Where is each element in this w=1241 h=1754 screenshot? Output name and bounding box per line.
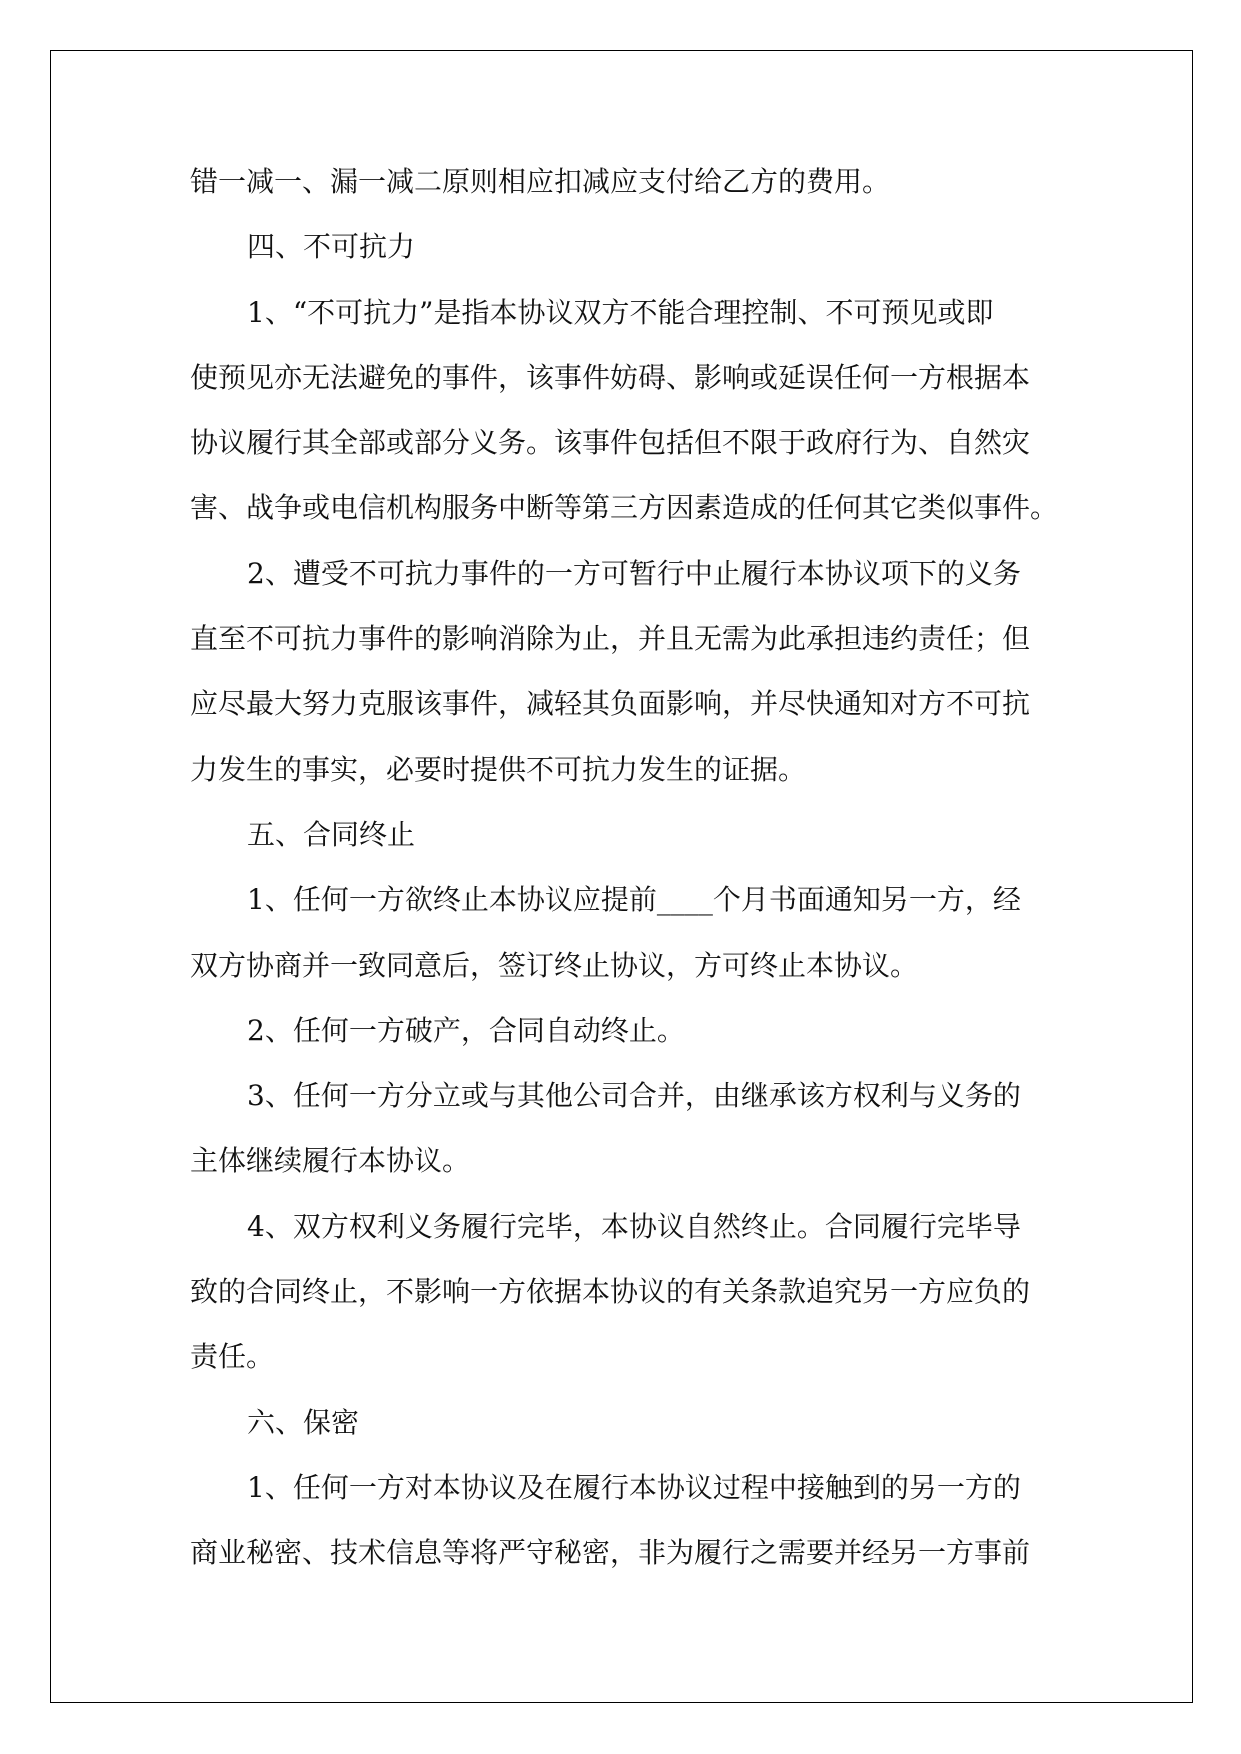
text-line: 4、双方权利义务履行完毕，本协议自然终止。合同履行完毕导 [247,1209,1021,1243]
text-line: 力发生的事实，必要时提供不可抗力发生的证据。 [190,752,807,786]
text-line: 直至不可抗力事件的影响消除为止，并且无需为此承担违约责任；但 [190,622,1031,656]
text-line: 商业秘密、技术信息等将严守秘密，非为履行之需要并经另一方事前 [190,1536,1031,1570]
document-body [190,155,1060,1592]
text-line: 2、任何一方破产，合同自动终止。 [247,1013,685,1047]
text-line: 应尽最大努力克服该事件，减轻其负面影响，并尽快通知对方不可抗 [190,687,1031,721]
text-line: 2、遭受不可抗力事件的一方可暂行中止履行本协议项下的义务 [247,556,1021,590]
text-line: 错一减一、漏一减二原则相应扣减应支付给乙方的费用。 [190,165,891,198]
text-line: 1、任何一方对本协议及在履行本协议过程中接触到的另一方的 [247,1470,1021,1504]
text-line: 1、“不可抗力”是指本协议双方不能合理控制、不可预见或即 [247,295,994,329]
text-line: 双方协商并一致同意后，签订终止协议，方可终止本协议。 [190,948,919,982]
text-line: 1、任何一方欲终止本协议应提前____个月书面通知另一方，经 [247,883,1021,917]
text-line: 责任。 [190,1340,275,1374]
section-heading-force-majeure: 四、不可抗力 [247,230,416,264]
text-line: 害、战争或电信机构服务中断等第三方因素造成的任何其它类似事件。 [190,491,1059,525]
section-heading-contract-termination: 五、合同终止 [247,817,416,851]
text-line: 协议履行其全部或部分义务。该事件包括但不限于政府行为、自然灾 [190,426,1031,460]
text-line: 致的合同终止，不影响一方依据本协议的有关条款追究另一方应负的 [190,1275,1031,1309]
section-heading-confidentiality: 六、保密 [247,1405,360,1439]
text-line: 3、任何一方分立或与其他公司合并，由继承该方权利与义务的 [247,1079,1021,1113]
text-line: 主体继续履行本协议。 [190,1144,471,1178]
text-line: 使预见亦无法避免的事件，该事件妨碍、影响或延误任何一方根据本 [190,360,1031,394]
